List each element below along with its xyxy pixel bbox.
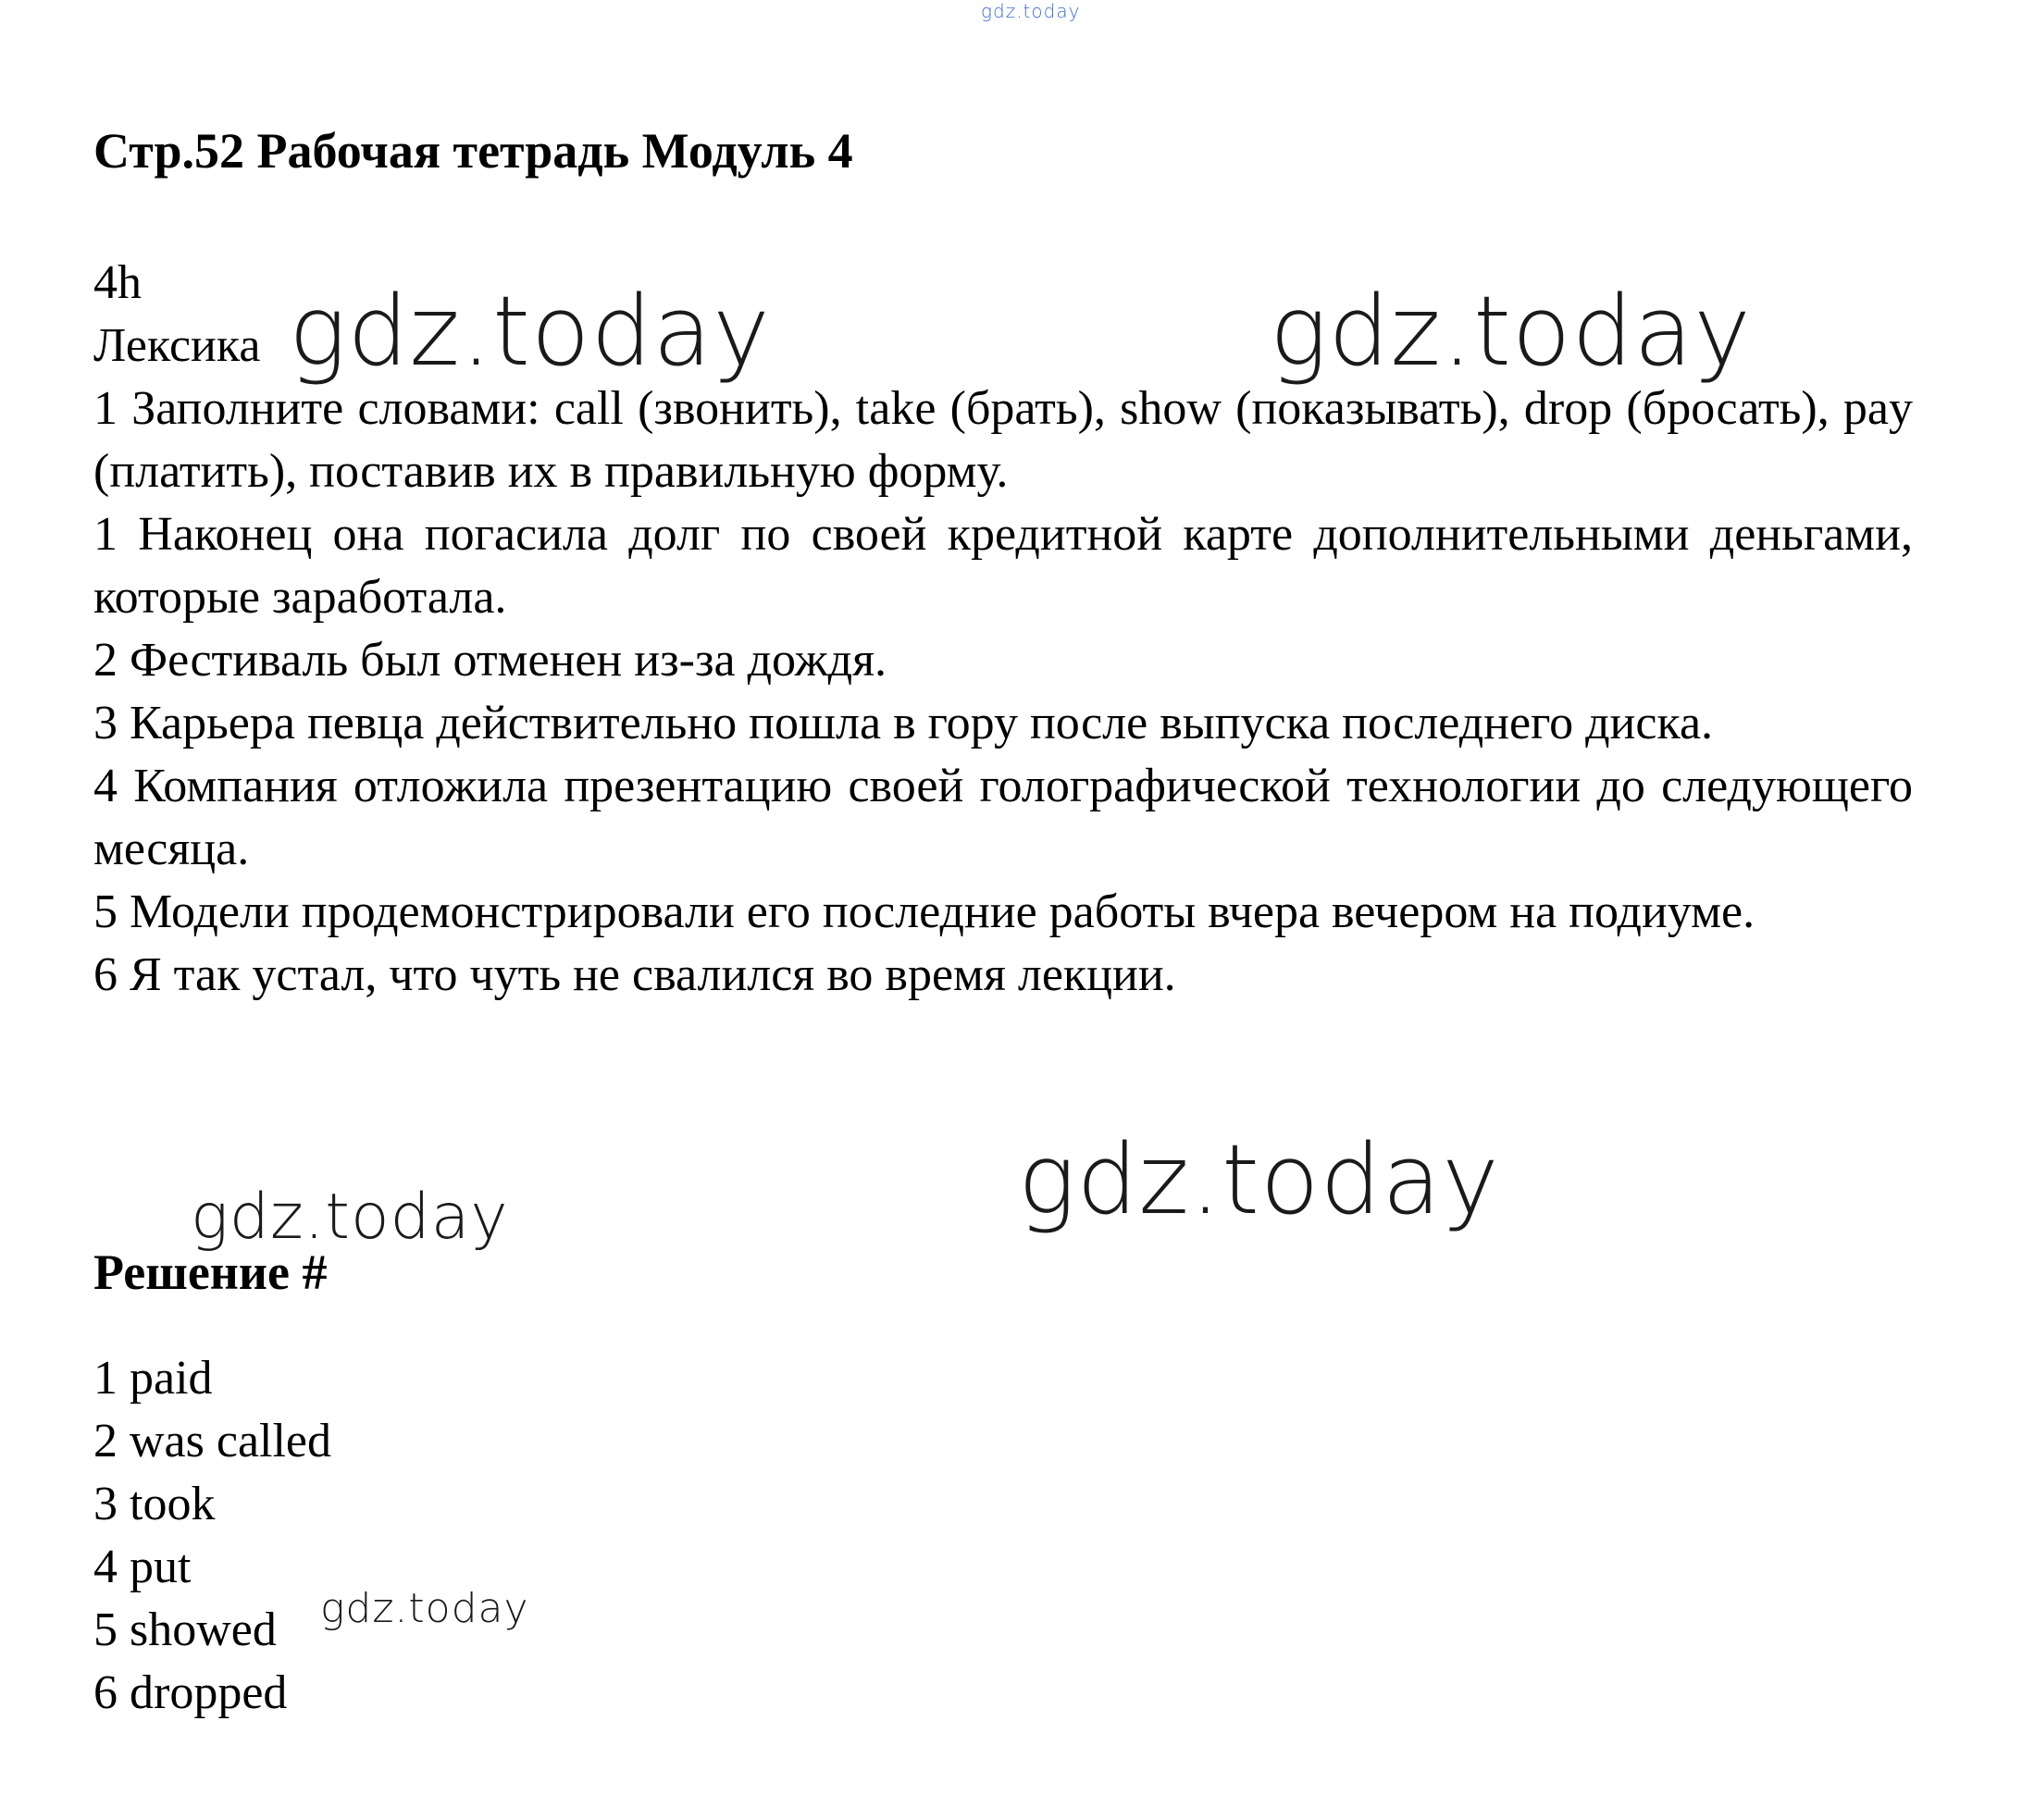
section-topic: Лексика — [93, 319, 261, 372]
answer-item: 4 put — [93, 1541, 192, 1593]
answer-item: 6 dropped — [93, 1666, 288, 1719]
answer-item: 5 showed — [93, 1603, 277, 1656]
task-item: 4 Компания отложила презентацию своей голографической технологии до следующего месяца. — [93, 760, 1913, 875]
task-item: 3 Карьера певца действительно пошла в гору после выпуска последнего диска. — [93, 697, 1714, 749]
answer-item: 1 paid — [93, 1352, 213, 1405]
watermark-left: gdz.today — [289, 275, 771, 388]
answer-item: 3 took — [93, 1478, 216, 1530]
answer-list — [93, 1347, 1913, 1725]
solution-heading: Решение # — [93, 1244, 328, 1300]
section-code: 4h — [93, 256, 142, 309]
watermark-lower-left: gdz.today — [191, 1181, 509, 1254]
task-item: 1 Наконец она погасила долг по своей кредитной карте дополнительными деньгами, которые заработала. — [93, 508, 1913, 624]
task-item: 2 Фестиваль был отменен из-за дождя. — [93, 634, 887, 687]
watermark-center: gdz.today — [1018, 1123, 1500, 1236]
watermark-small: gdz.today — [320, 1585, 529, 1632]
answer-item: 2 was called — [93, 1415, 332, 1467]
task-item: 6 Я так устал, что чуть не свалился во время лекции. — [93, 948, 1176, 1001]
task-block — [93, 378, 1913, 1007]
watermark-top: gdz.today — [981, 0, 1081, 22]
watermark-right: gdz.today — [1270, 275, 1752, 388]
task-instruction: 1 Заполните словами: call (звонить), take (брать), show (показывать), drop (бросать), pay (платить), поставив их в правильную форму. — [93, 382, 1913, 498]
page-title: Стр.52 Рабочая тетрадь Модуль 4 — [93, 123, 853, 179]
task-item: 5 Модели продемонстрировали его последние работы вчера вечером на подиуме. — [93, 885, 1755, 938]
